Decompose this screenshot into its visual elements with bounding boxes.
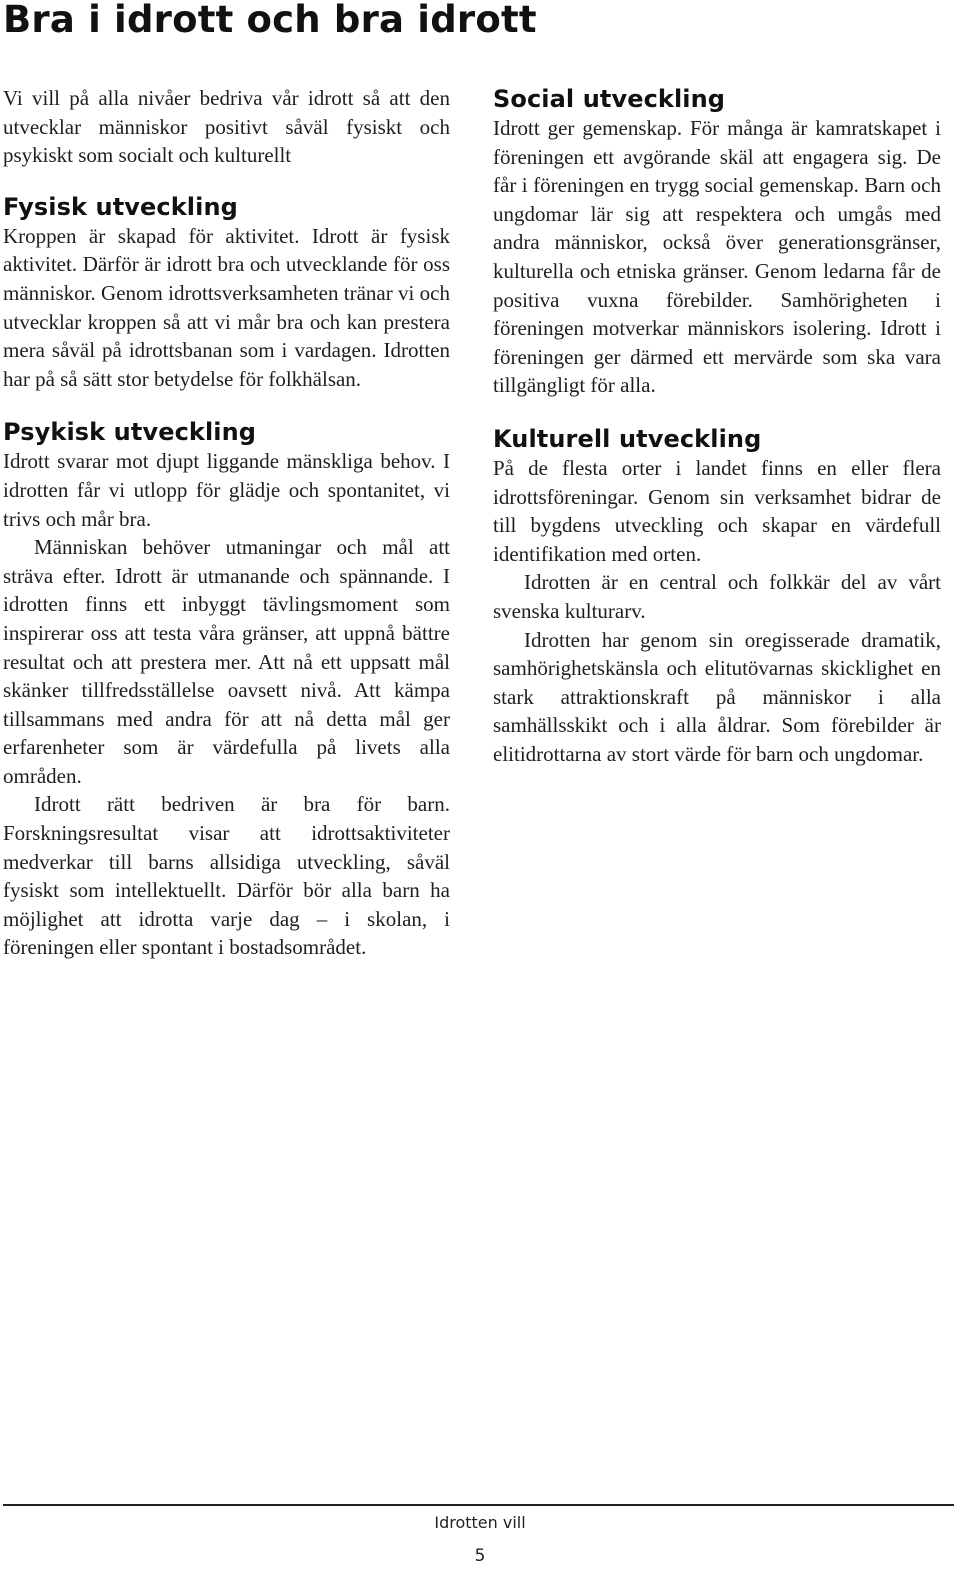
footer-divider [3,1504,954,1506]
social-paragraph: Idrott ger gemenskap. För många är kamratskapet i föreningen ett avgörande skäl att engagera sig. De får i föreningen en trygg social gemenskap. Barn och ungdomar lär sig att respektera och umgås med andra människor, också över generationsgränser, kulturella och etniska gränser. Genom ledarna får de positiva vuxna förebilder. Samhörigheten i föreningen motverkar människors isolering. Idrott i föreningen ger därmed ett mervärde som ska vara tillgängligt för alla. [493,116,941,398]
heading-fysisk-utveckling: Fysisk utveckling [3,192,238,221]
psykisk-paragraph-2: Människan behöver utmaningar och mål att sträva efter. Idrott är utmanande och spännande. I idrotten finns ett inbyggt tävlingsmoment som inspirerar oss att testa våra gränser, att uppnå bättre resultat och att prestera mer. Att nå ett uppsatt mål skänker tillfredsställelse oavsett nivå. Att kämpa tillsammans med andra för att nå detta mål ger erfarenheter som är värdefulla på livets alla områden. [3,535,450,788]
psykisk-paragraph-1: Idrott svarar mot djupt liggande mänskliga behov. I idrotten får vi utlopp för glädje och spontanitet, vi trivs och mår bra. [3,449,450,531]
footer-section-label: Idrotten vill [434,1513,526,1532]
page-title: Bra i idrott och bra idrott [3,0,537,41]
right-column [493,84,941,768]
fysisk-paragraph: Kroppen är skapad för aktivitet. Idrott är fysisk aktivitet. Därför är idrott bra och utvecklande för oss människor. Genom idrottsverksamheten tränar vi och utvecklar kroppen så att vi mår bra och kan prestera mera såväl på idrottsbanan som i vardagen. Idrotten har på så sätt stor betydelse för folkhälsan. [3,223,450,391]
kulturell-paragraph-2: Idrotten är en central och folkkär del av vårt svenska kulturarv. [493,570,941,623]
psykisk-paragraph-3: Idrott rätt bedriven är bra för barn. Forskningsresultat visar att idrottsaktiviteter medverkar till barns allsidiga utveckling, såväl fysiskt som intellektuellt. Därför bör alla barn ha möjlighet att idrotta varje dag – i skolan, i föreningen eller spontant i bostadsområdet. [3,792,450,960]
kulturell-paragraph-3: Idrotten har genom sin oregisserade dramatik, samhörighetskänsla och elitutövarnas skicklighet en stark attraktionskraft på människor i alla samhällsskikt och i alla åldrar. Som förebilder är elitidrottarna av stort värde för barn och ungdomar. [493,627,941,766]
heading-social-utveckling: Social utveckling [493,85,726,113]
heading-psykisk-utveckling: Psykisk utveckling [3,418,257,447]
kulturell-paragraph-1: På de flesta orter i landet finns en eller flera idrottsföreningar. Genom sin verksamhet bidrar de till bygdens utveckling och skapar en värdefull identifikation med orten. [493,455,941,566]
left-column [3,84,450,962]
heading-kulturell-utveckling: Kulturell utveckling [493,424,762,453]
intro-paragraph: Vi vill på alla nivåer bedriva vår idrott så att den utvecklar människor positivt såväl fysiskt och psykiskt som socialt och kulturellt [3,86,450,168]
page-number: 5 [474,1546,486,1566]
